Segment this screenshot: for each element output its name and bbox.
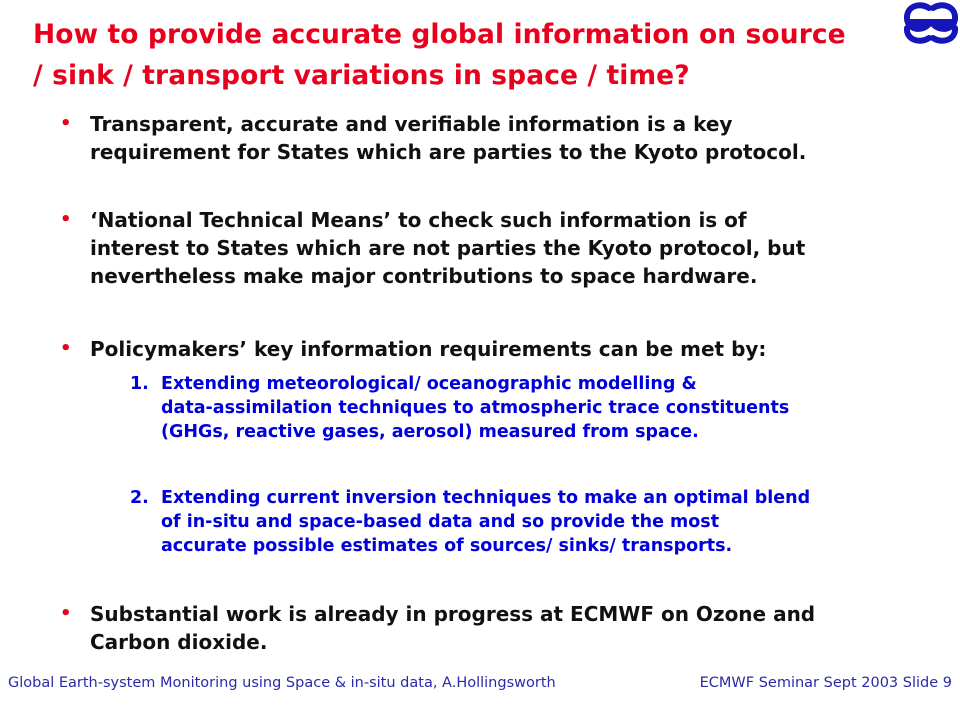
- footer-left: Global Earth-system Monitoring using Space & in-situ data, A.Hollingsworth: [8, 675, 556, 691]
- bullet-line: nevertheless make major contributions to space hardware.: [90, 264, 758, 288]
- numbered-line: (GHGs, reactive gases, aerosol) measured from space.: [161, 422, 699, 442]
- bullet-glyph: •: [60, 603, 72, 624]
- numbered-line: Extending current inversion techniques to make an optimal blend: [161, 488, 811, 508]
- numbered-text: [161, 372, 941, 444]
- bullet-line: Transparent, accurate and verifiable information is a key: [90, 112, 733, 136]
- numbered-line: accurate possible estimates of sources/ sinks/ transports.: [161, 536, 733, 556]
- bullet-line: Policymakers’ key information requirements can be met by:: [90, 337, 767, 361]
- bullet-text: [90, 110, 950, 166]
- slide-title-line-1: How to provide accurate global information on source: [33, 19, 846, 50]
- bullet-glyph: •: [60, 113, 72, 134]
- numbered-line: of in-situ and space-based data and so provide the most: [161, 512, 720, 532]
- item-number: 1.: [130, 374, 149, 394]
- bullet-line: Substantial work is already in progress at ECMWF on Ozone and: [90, 602, 816, 626]
- bullet-text: [90, 600, 950, 656]
- bullet-text: [90, 206, 950, 290]
- slide-title-line-2: / sink / transport variations in space / time?: [33, 60, 690, 91]
- numbered-text: [161, 486, 941, 558]
- bullet-line: requirement for States which are parties to the Kyoto protocol.: [90, 140, 807, 164]
- bullet-line: Carbon dioxide.: [90, 630, 268, 654]
- item-number: 2.: [130, 488, 149, 508]
- footer-right: ECMWF Seminar Sept 2003 Slide 9: [699, 675, 952, 691]
- slide-footer: [8, 675, 952, 699]
- bullet-line: interest to States which are not parties the Kyoto protocol, but: [90, 236, 806, 260]
- bullet-line: ‘National Technical Means’ to check such information is of: [90, 208, 747, 232]
- ecmwf-logo-icon: [902, 0, 960, 46]
- numbered-line: Extending meteorological/ oceanographic modelling &: [161, 374, 697, 394]
- numbered-line: data-assimilation techniques to atmospheric trace constituents: [161, 398, 790, 418]
- bullet-glyph: •: [60, 338, 72, 359]
- bullet-glyph: •: [60, 209, 72, 230]
- slide-title: [33, 14, 903, 96]
- bullet-text: [90, 335, 950, 363]
